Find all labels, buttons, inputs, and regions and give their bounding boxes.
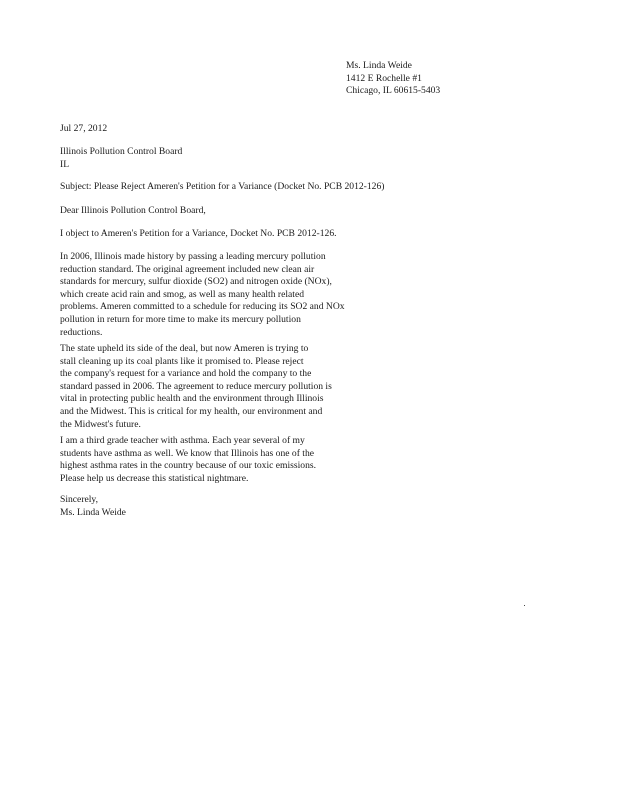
signature-name: Ms. Linda Weide <box>60 506 126 518</box>
paragraph-line: the company's request for a variance and hold the company to the <box>60 368 312 380</box>
scan-speck <box>524 605 525 606</box>
paragraph-personal <box>60 435 360 485</box>
paragraph-line: The state upheld its side of the deal, but now Ameren is trying to <box>60 343 309 354</box>
salutation: Dear Illinois Pollution Control Board, <box>60 205 206 216</box>
recipient-org: Illinois Pollution Control Board <box>60 146 183 157</box>
sender-city: Chicago, IL 60615-5403 <box>346 85 441 97</box>
paragraph-line: standard passed in 2006. The agreement to reduce mercury pollution is <box>60 380 332 392</box>
recipient-address <box>60 146 360 171</box>
paragraph-line: reduction standard. The original agreement included new clean air <box>60 263 315 275</box>
paragraph-line: Please help us decrease this statistical nightmare. <box>60 472 249 484</box>
letter-subject: Subject: Please Reject Ameren's Petition for a Variance (Docket No. PCB 2012-126) <box>60 181 385 192</box>
paragraph-line: and the Midwest. This is critical for my health, our environment and <box>60 405 323 417</box>
sender-name: Ms. Linda Weide <box>346 60 412 71</box>
paragraph-request <box>60 343 360 431</box>
paragraph-history <box>60 251 360 339</box>
paragraph-line: standards for mercury, sulfur dioxide (SO2) and nitrogen oxide (NOx), <box>60 276 332 288</box>
paragraph-line: reductions. <box>60 326 103 338</box>
paragraph-line: highest asthma rates in the country because of our toxic emissions. <box>60 460 317 472</box>
closing-phrase: Sincerely, <box>60 494 99 505</box>
paragraph-line: In 2006, Illinois made history by passing a leading mercury pollution <box>60 251 326 262</box>
paragraph-line: vital in protecting public health and the environment through Illinois <box>60 393 324 405</box>
letter-date: Jul 27, 2012 <box>60 123 108 134</box>
paragraph-line: which create acid rain and smog, as well as many health related <box>60 288 305 300</box>
sender-street: 1412 E Rochelle #1 <box>346 72 422 84</box>
letter-closing <box>60 494 360 519</box>
paragraph-line: I am a third grade teacher with asthma. Each year several of my <box>60 435 305 446</box>
paragraph-line: students have asthma as well. We know that Illinois has one of the <box>60 447 315 459</box>
paragraph-line: problems. Ameren committed to a schedule for reducing its SO2 and NOx <box>60 301 345 313</box>
paragraph-line: the Midwest's future. <box>60 418 141 430</box>
paragraph-line: stall cleaning up its coal plants like it promised to. Please reject <box>60 355 304 367</box>
sender-address <box>346 60 526 98</box>
objection-statement: I object to Ameren's Petition for a Variance, Docket No. PCB 2012-126. <box>60 228 337 239</box>
paragraph-line: pollution in return for more time to make its mercury pollution <box>60 313 301 325</box>
recipient-state: IL <box>60 158 70 170</box>
